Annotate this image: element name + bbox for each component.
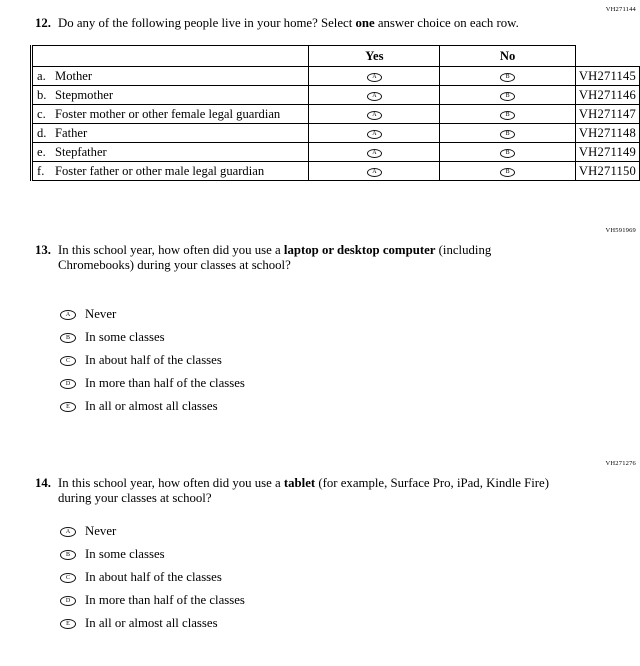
answer-bubble-no[interactable] [500, 168, 515, 177]
bubble-letter: B [65, 334, 70, 341]
row-letter: f. [37, 164, 45, 178]
table-header-row [32, 46, 640, 67]
question-13-text-suffix: (including Chromebooks) during your classes at school? [58, 243, 492, 272]
answer-bubble-yes[interactable] [367, 111, 382, 120]
row-letter: e. [37, 145, 46, 159]
answer-bubble[interactable] [60, 379, 76, 389]
row-label: Stepfather [55, 145, 107, 159]
table-row-foster-mother [32, 105, 640, 124]
yes-cell [309, 162, 440, 181]
no-cell [440, 162, 576, 181]
question-13-number: 13. [35, 243, 51, 257]
option-row-never [60, 524, 640, 539]
row-label: Foster father or other male legal guardian [55, 164, 265, 178]
answer-bubble-yes[interactable] [367, 130, 382, 139]
answer-bubble[interactable] [60, 527, 76, 537]
bubble-letter: B [505, 112, 510, 119]
option-label: In about half of the classes [85, 353, 222, 367]
row-letter: d. [37, 126, 47, 140]
row-label: Foster mother or other female legal guardian [55, 107, 281, 121]
bubble-letter: C [65, 357, 70, 364]
question-14-text-bold: tablet [283, 476, 316, 490]
yes-cell [309, 124, 440, 143]
option-label: In all or almost all classes [85, 616, 218, 630]
answer-bubble[interactable] [60, 333, 76, 343]
no-cell [440, 67, 576, 86]
option-label: In some classes [85, 330, 165, 344]
question-14-number: 14. [35, 476, 51, 490]
yes-cell [309, 67, 440, 86]
row-label-cell [32, 124, 309, 143]
bubble-letter: B [65, 551, 70, 558]
no-cell [440, 124, 576, 143]
row-item-code: VH271150 [575, 162, 639, 181]
bubble-letter: A [65, 528, 71, 535]
bubble-letter: B [505, 74, 510, 81]
option-row-all-classes [60, 616, 640, 631]
question-12-number: 12. [35, 16, 51, 30]
row-item-code: VH271148 [575, 124, 639, 143]
option-row-half-classes [60, 570, 640, 585]
bubble-letter: A [372, 112, 377, 119]
answer-bubble[interactable] [60, 310, 76, 320]
bubble-letter: A [65, 311, 71, 318]
bubble-letter: D [65, 597, 71, 604]
answer-bubble-yes[interactable] [367, 168, 382, 177]
yes-cell [309, 105, 440, 124]
question-14-text-prefix: In this school year, how often did you use a [58, 476, 284, 490]
answer-bubble-no[interactable] [500, 111, 515, 120]
yes-cell [309, 143, 440, 162]
option-label: Never [85, 524, 117, 538]
option-row-some-classes [60, 330, 640, 345]
option-row-never [60, 307, 640, 322]
bubble-letter: B [505, 131, 510, 138]
item-code-q14: VH271276 [605, 460, 636, 467]
row-label-cell [32, 86, 309, 105]
bubble-letter: A [372, 131, 377, 138]
answer-bubble[interactable] [60, 619, 76, 629]
row-label: Mother [55, 69, 93, 83]
answer-bubble-no[interactable] [500, 149, 515, 158]
row-label-cell [32, 67, 309, 86]
answer-bubble-no[interactable] [500, 92, 515, 101]
option-row-more-than-half [60, 593, 640, 608]
answer-bubble-no[interactable] [500, 130, 515, 139]
bubble-letter: A [372, 169, 377, 176]
question-12 [0, 16, 640, 31]
bubble-letter: B [505, 169, 510, 176]
item-code-q12: VH271144 [605, 6, 636, 13]
bubble-letter: D [65, 380, 71, 387]
question-13-text [58, 243, 563, 273]
answer-bubble-yes[interactable] [367, 92, 382, 101]
bubble-letter: B [505, 93, 510, 100]
option-row-more-than-half [60, 376, 640, 391]
bubble-letter: A [372, 93, 377, 100]
no-cell [440, 86, 576, 105]
question-14-text [58, 476, 563, 506]
option-row-all-classes [60, 399, 640, 414]
answer-bubble-yes[interactable] [367, 73, 382, 82]
answer-bubble[interactable] [60, 550, 76, 560]
yes-cell [309, 86, 440, 105]
row-label-cell [32, 162, 309, 181]
row-letter: a. [37, 69, 46, 83]
answer-bubble[interactable] [60, 573, 76, 583]
question-12-text-prefix: Do any of the following people live in your home? Select [58, 16, 356, 30]
table-row-stepmother [32, 86, 640, 105]
table-header-code-spacer [575, 46, 639, 67]
bubble-letter: B [505, 150, 510, 157]
answer-bubble-no[interactable] [500, 73, 515, 82]
bubble-letter: A [372, 74, 377, 81]
question-14 [0, 476, 640, 506]
bubble-letter: C [65, 574, 70, 581]
table-row-mother [32, 67, 640, 86]
option-label: In more than half of the classes [85, 593, 245, 607]
option-row-some-classes [60, 547, 640, 562]
table-row-stepfather [32, 143, 640, 162]
question-14-options [60, 524, 640, 631]
option-label: In about half of the classes [85, 570, 222, 584]
bubble-letter: E [66, 403, 70, 410]
row-label-cell [32, 105, 309, 124]
row-item-code: VH271146 [575, 86, 639, 105]
question-13-options [60, 307, 640, 414]
option-label: In all or almost all classes [85, 399, 218, 413]
bubble-letter: A [372, 150, 377, 157]
row-item-code: VH271145 [575, 67, 639, 86]
table-row-foster-father [32, 162, 640, 181]
row-letter: b. [37, 88, 47, 102]
question-13 [0, 243, 640, 273]
row-item-code: VH271149 [575, 143, 639, 162]
item-code-q13: VH591969 [605, 227, 636, 234]
row-item-code: VH271147 [575, 105, 639, 124]
column-header-no: No [440, 46, 576, 67]
row-label: Stepmother [55, 88, 114, 102]
option-row-half-classes [60, 353, 640, 368]
row-label-cell [32, 143, 309, 162]
question-13-text-bold: laptop or desktop computer [283, 243, 436, 257]
column-header-yes: Yes [309, 46, 440, 67]
option-label: Never [85, 307, 117, 321]
no-cell [440, 105, 576, 124]
option-label: In some classes [85, 547, 165, 561]
answer-bubble[interactable] [60, 596, 76, 606]
table-corner-cell [32, 46, 309, 67]
row-label: Father [55, 126, 88, 140]
question-12-table [30, 45, 640, 181]
no-cell [440, 143, 576, 162]
question-13-text-prefix: In this school year, how often did you use a [58, 243, 284, 257]
bubble-letter: E [66, 620, 70, 627]
question-12-text-bold: one [355, 16, 375, 30]
question-12-text-suffix: answer choice on each row. [374, 16, 519, 30]
answer-bubble[interactable] [60, 356, 76, 366]
table-row-father [32, 124, 640, 143]
question-12-text [58, 16, 519, 31]
question-14-text-suffix: (for example, Surface Pro, iPad, Kindle Fire) during your classes at school? [58, 476, 550, 505]
row-letter: c. [37, 107, 46, 121]
option-label: In more than half of the classes [85, 376, 245, 390]
answer-bubble[interactable] [60, 402, 76, 412]
answer-bubble-yes[interactable] [367, 149, 382, 158]
